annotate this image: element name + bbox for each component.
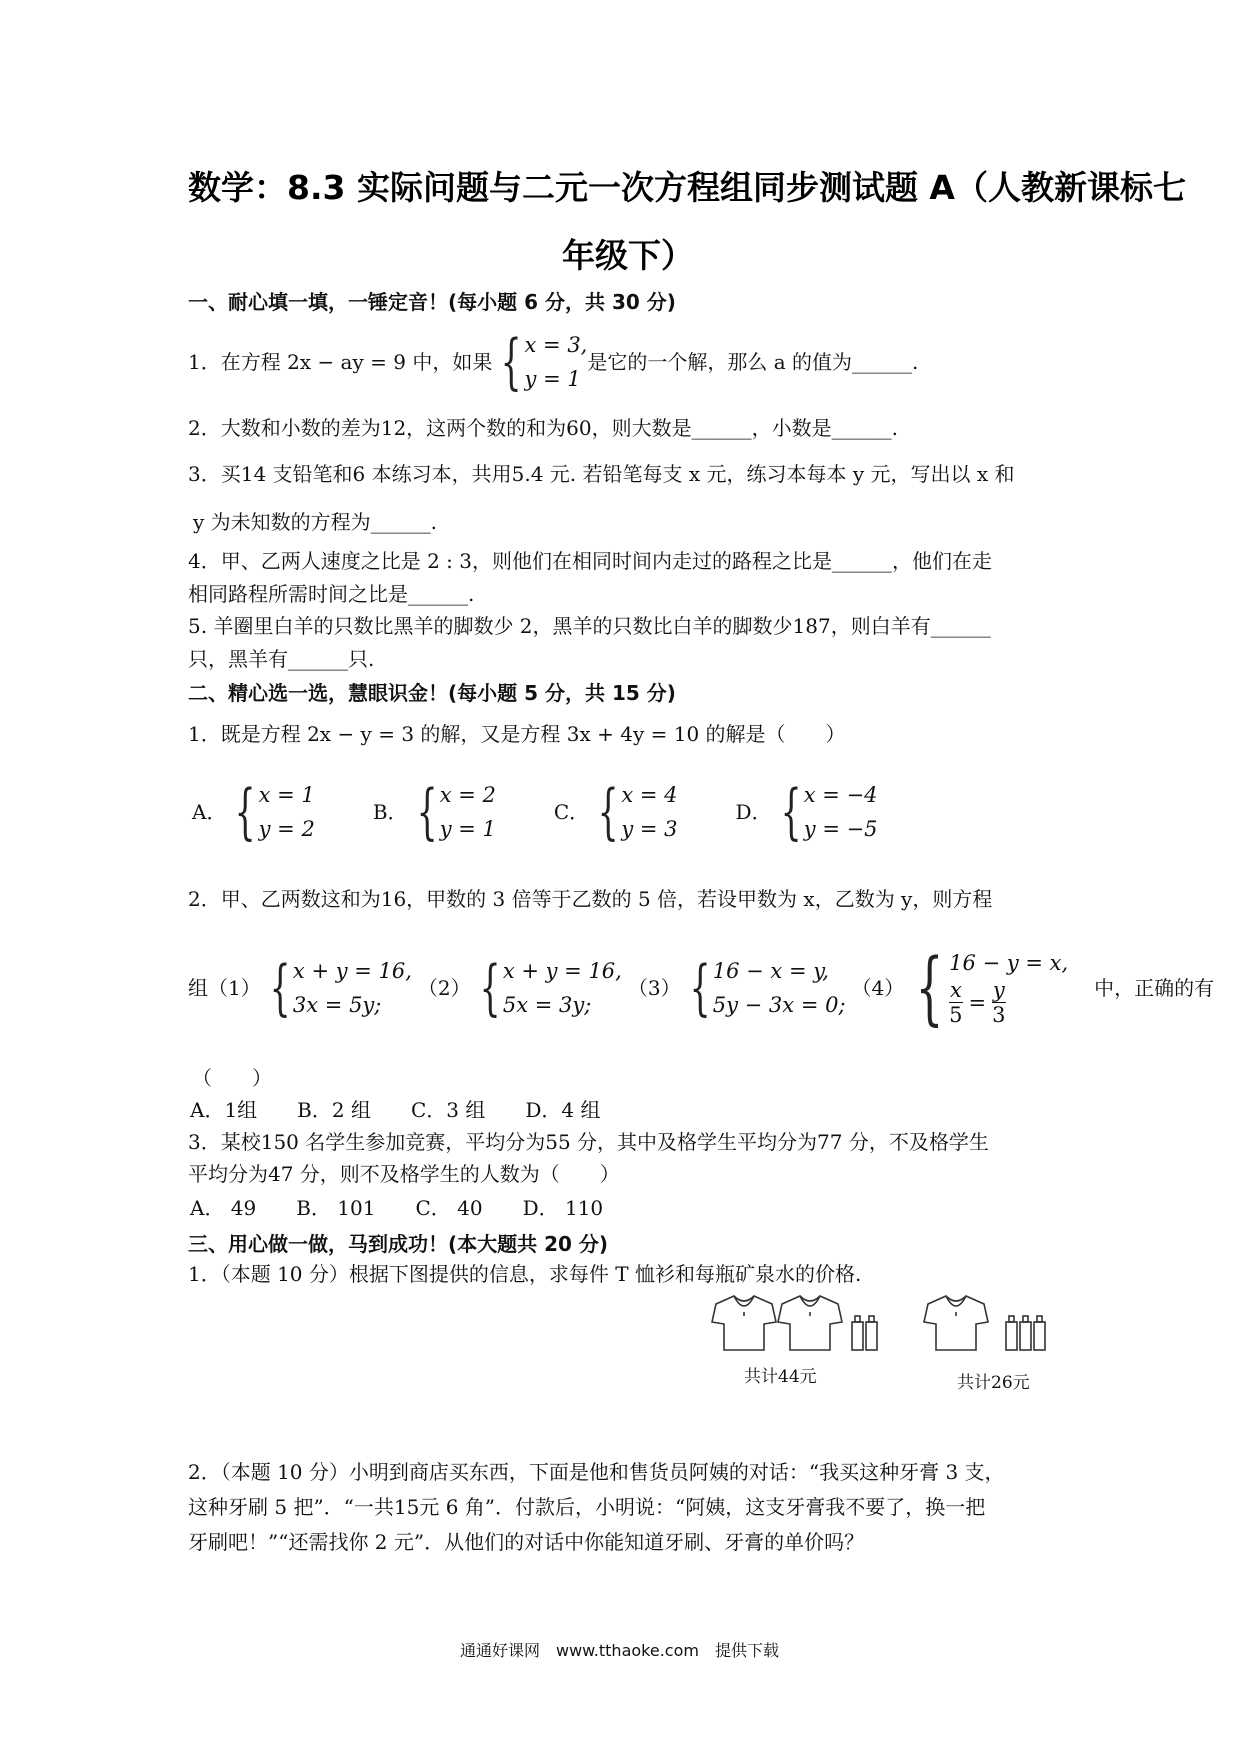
s2-q1-option-c [554, 778, 678, 846]
option-eq-bottom: y = 1 [439, 817, 496, 841]
s1-q1-eq-bottom: y = 1 [524, 367, 581, 391]
brace-icon: { [416, 777, 438, 847]
brace-icon: { [269, 952, 291, 1023]
option-label: C． [553, 800, 590, 824]
option-eq-top: x = 1 [258, 783, 315, 807]
bottle-icon [852, 1316, 863, 1350]
s1-q1-system [492, 328, 587, 396]
tshirt-icon [712, 1296, 776, 1350]
option-eq-top: x = 4 [621, 783, 678, 807]
s2-q2-suffix: 中，正确的有 [1094, 975, 1215, 1000]
s1-q1-suffix: 是它的一个解，那么 a 的值为______. [587, 350, 919, 374]
s1-question-3-line-1: 3．买14 支铅笔和6 本练习本，共用5.4 元. 若铅笔每支 x 元，练习本每本 y 元，写出以 x 和 [188, 462, 1015, 486]
s2-q2-group-4 [904, 940, 1069, 1034]
tshirt-icon [924, 1296, 988, 1350]
group-eq-bottom: 5y − 3x = 0; [712, 992, 846, 1017]
section-1-heading: 一、耐心填一填，一锤定音！(每小题 6 分，共 30 分) [188, 290, 676, 314]
group-label: （2） [417, 975, 471, 1000]
group-eq-fraction [949, 978, 1068, 1027]
s2-q1-options [192, 778, 878, 846]
s1-question-3-line-2: y 为未知数的方程为______. [193, 510, 438, 534]
s1-q1-prefix: 1．在方程 2x − ay = 9 中，如果 [188, 350, 493, 374]
title-line-1: 数学：8.3 实际问题与二元一次方程组同步测试题 A（人教新课标七 [188, 168, 1186, 207]
s2-q3-options: A． 49 B． 101 C． 40 D． 110 [190, 1196, 604, 1220]
group-label: （3） [627, 975, 681, 1000]
group-eq-bottom: 5x = 3y; [502, 992, 592, 1017]
title-line-2: 年级下） [562, 236, 694, 275]
s2-question-1: 1．既是方程 2x − y = 3 的解，又是方程 3x + 4y = 10 的解是（ ） [188, 722, 846, 746]
s2-q2-group-2 [471, 954, 622, 1022]
s2-question-2-line-1: 2．甲、乙两数这和为16，甲数的 3 倍等于乙数的 5 倍，若设甲数为 x，乙数为 y，则方程 [188, 887, 993, 911]
s3-question-2-line-2: 这种牙刷 5 把”．“一共15元 6 角”．付款后，小明说：“阿姨，这支牙膏我不要了，换一把 [188, 1495, 986, 1519]
brace-icon: { [597, 777, 619, 847]
s2-q2-systems [188, 940, 1215, 1034]
s2-q2-paren: （ ） [192, 1066, 272, 1090]
section-2-heading: 二、精心选一选，慧眼识金！(每小题 5 分，共 15 分) [188, 681, 676, 705]
option-eq-bottom: y = 2 [258, 817, 315, 841]
brace-icon: { [235, 777, 257, 847]
s2-q2-group-3 [681, 954, 846, 1022]
brace-icon: { [915, 940, 944, 1034]
s1-question-2: 2．大数和小数的差为12，这两个数的和为60，则大数是______，小数是______. [188, 416, 898, 440]
s1-question-5-line-2: 只，黑羊有______只. [188, 647, 375, 671]
group-eq-top: 16 − x = y, [712, 958, 829, 983]
figure-label-44: 共计44元 [744, 1367, 817, 1387]
frac-equals: = [968, 990, 987, 1015]
frac-den: 3 [992, 1003, 1006, 1027]
s3-question-1: 1．（本题 10 分）根据下图提供的信息，求每件 T 恤衫和每瓶矿泉水的价格. [188, 1262, 862, 1286]
group-eq-top: x + y = 16, [502, 958, 622, 983]
group-label: （4） [851, 975, 905, 1000]
option-label: B． [372, 800, 408, 824]
tshirt-icon [778, 1296, 842, 1350]
option-label: D． [735, 800, 772, 824]
option-eq-bottom: y = −5 [803, 817, 878, 841]
s2-q2-group-1 [261, 954, 412, 1022]
brace-icon: { [780, 777, 802, 847]
group-eq-top: x + y = 16, [292, 958, 412, 983]
bottle-icon [866, 1316, 877, 1350]
s2-question-3-line-2: 平均分为47 分，则不及格学生的人数为（ ） [188, 1162, 620, 1186]
option-label: A． [192, 800, 227, 824]
option-eq-top: x = 2 [439, 783, 496, 807]
bottle-icon [1034, 1316, 1045, 1350]
option-eq-top: x = −4 [803, 783, 878, 807]
s2-q1-option-b [373, 778, 496, 846]
s1-q1-eq-top: x = 3, [524, 333, 588, 357]
frac-den: 5 [949, 1003, 963, 1027]
brace-icon: { [500, 327, 522, 397]
figure-label-26: 共计26元 [957, 1373, 1030, 1393]
s1-question-1 [188, 328, 918, 396]
s3-question-2-line-1: 2．（本题 10 分）小明到商店买东西，下面是他和售货员阿姨的对话：“我买这种牙膏 3 支， [188, 1460, 1005, 1484]
s1-question-5-line-1: 5. 羊圈里白羊的只数比黑羊的脚数少 2，黑羊的只数比白羊的脚数少187，则白羊有______ [188, 614, 991, 638]
brace-icon: { [689, 952, 711, 1023]
s2-question-3-line-1: 3．某校150 名学生参加竞赛，平均分为55 分，其中及格学生平均分为77 分，不及格学生 [188, 1130, 989, 1154]
bottle-icon [1020, 1316, 1031, 1350]
s2-q2-options: A．1组 B．2 组 C．3 组 D．4 组 [190, 1098, 601, 1122]
s2-q1-option-d [736, 778, 878, 846]
group-eq-bottom: 3x = 5y; [292, 992, 382, 1017]
s2-q2-prefix: 组（1） [188, 975, 261, 1000]
footer-credit: 通通好课网 www.tthaoke.com 提供下载 [460, 1641, 779, 1660]
s1-question-4-line-2: 相同路程所需时间之比是______. [188, 582, 475, 606]
s1-question-4-line-1: 4．甲、乙两人速度之比是 2 : 3，则他们在相同时间内走过的路程之比是______，他们在走 [188, 549, 992, 573]
s2-q1-option-a [192, 778, 315, 846]
s3-question-2-line-3: 牙刷吧！”“还需找你 2 元”．从他们的对话中你能知道牙刷、牙膏的单价吗？ [188, 1530, 865, 1554]
frac-num: x [949, 978, 962, 1002]
frac-num: y [992, 978, 1005, 1002]
group-eq-top: 16 − y = x, [949, 951, 1069, 975]
bottle-icon [1006, 1316, 1017, 1350]
section-3-heading: 三、用心做一做，马到成功！(本大题共 20 分) [188, 1232, 609, 1256]
option-eq-bottom: y = 3 [621, 817, 678, 841]
brace-icon: { [479, 952, 501, 1023]
